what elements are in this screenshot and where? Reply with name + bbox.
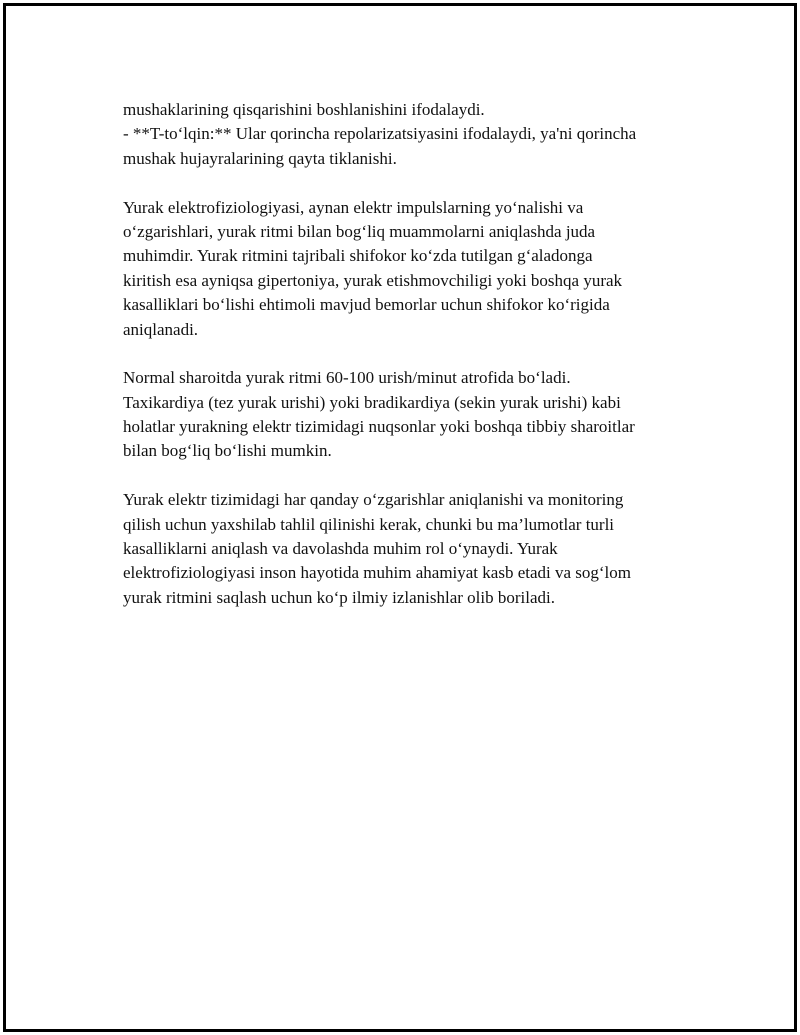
text-line: elektrofiziologiyasi inson hayotida muhim ahamiyat kasb etadi va sog‘lom [123, 563, 631, 583]
paragraph [123, 98, 693, 171]
paragraph [123, 366, 693, 464]
text-line: yurak ritmini saqlash uchun ko‘p ilmiy izlanishlar olib boriladi. [123, 587, 556, 607]
text-line: mushaklarining qisqarishini boshlanishini ifodalaydi. [123, 100, 485, 119]
text-line: kasalliklarni aniqlash va davolashda muhim rol o‘ynaydi. Yurak [123, 539, 558, 559]
text-line: - **T-to‘lqin:** Ular qorincha repolarizatsiyasini ifodalaydi, ya'ni qorincha [123, 124, 637, 144]
paragraph-gap [123, 171, 693, 195]
text-line: aniqlanadi. [123, 319, 199, 339]
paragraph [123, 488, 693, 610]
text-line: mushak hujayralarining qayta tiklanishi. [123, 148, 397, 168]
text-line: Taxikardiya (tez yurak urishi) yoki bradikardiya (sekin yurak urishi) kabi [123, 392, 621, 412]
text-line: o‘zgarishlari, yurak ritmi bilan bog‘liq muammolarni aniqlashda juda [123, 221, 596, 241]
text-line: Yurak elektr tizimidagi har qanday o‘zgarishlar aniqlanishi va monitoring [123, 490, 624, 510]
text-line: bilan bog‘liq bo‘lishi mumkin. [123, 441, 332, 461]
page-frame [3, 3, 797, 1032]
document-body [123, 98, 693, 610]
text-line: muhimdir. Yurak ritmini tajribali shifokor ko‘zda tutilgan g‘aladonga [123, 246, 593, 266]
paragraph-gap [123, 342, 693, 366]
text-line: holatlar yurakning elektr tizimidagi nuqsonlar yoki boshqa tibbiy sharoitlar [123, 417, 635, 437]
text-line: Yurak elektrofiziologiyasi, aynan elektr impulslarning yo‘nalishi va [123, 197, 584, 217]
text-line: kiritish esa ayniqsa gipertoniya, yurak etishmovchiligi yoki boshqa yurak [123, 270, 623, 290]
text-line: qilish uchun yaxshilab tahlil qilinishi kerak, chunki bu ma’lumotlar turli [123, 514, 615, 534]
text-line: Normal sharoitda yurak ritmi 60-100 urish/minut atrofida bo‘ladi. [123, 368, 571, 388]
paragraph [123, 196, 693, 342]
paragraph-gap [123, 464, 693, 488]
text-line: kasalliklari bo‘lishi ehtimoli mavjud bemorlar uchun shifokor ko‘rigida [123, 295, 610, 315]
